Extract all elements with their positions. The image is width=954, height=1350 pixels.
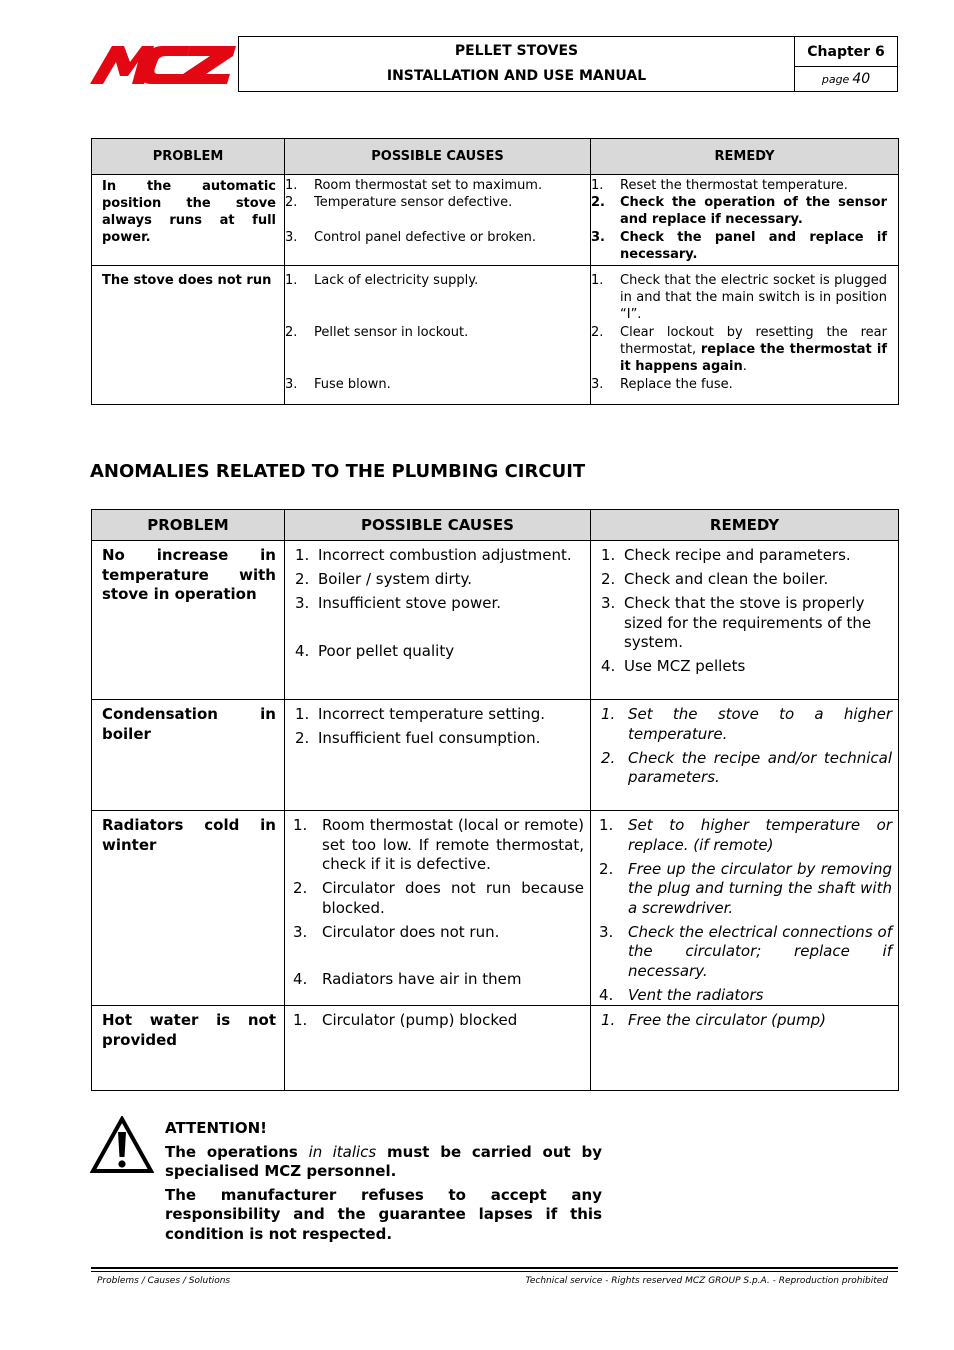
table-row	[92, 1006, 899, 1091]
column-header: REMEDY	[591, 510, 899, 541]
footer-section-name: Problems / Causes / Solutions	[97, 1276, 231, 1286]
title-line2: INSTALLATION AND USE MANUAL	[386, 68, 647, 84]
cause-item: Temperature sensor defective.	[314, 195, 513, 210]
remedy-cell: 1. Reset the thermostat temperature. 2. Check the operation of the sensor and replace if necessary. 3. Check the panel and replace if necessary.	[591, 175, 899, 266]
column-header: PROBLEM	[92, 139, 285, 175]
causes-cell: 1. Room thermostat set to maximum. 2. Temperature sensor defective. 3. Control panel defective or broken.	[285, 175, 591, 266]
remedy-item: Check that the electric socket is plugged in and that the main switch is in position “I”.	[620, 273, 887, 322]
remedy-cell: 1. Free the circulator (pump)	[591, 1006, 899, 1091]
footer-divider	[91, 1271, 898, 1272]
table-row	[92, 700, 899, 811]
problem-cell: Condensation in boiler	[92, 700, 285, 811]
stove-problems-table	[91, 138, 899, 405]
causes-cell: 1. Lack of electricity supply. 2. Pellet sensor in lockout. 3. Fuse blown.	[285, 266, 591, 405]
cause-item: Lack of electricity supply.	[314, 273, 479, 288]
cause-item: Pellet sensor in lockout.	[314, 325, 469, 340]
cause-item: Room thermostat (local or remote) set too low. If remote thermostat, check if it is defective.	[322, 816, 584, 873]
remedy-item: Check recipe and parameters.	[624, 546, 851, 564]
causes-cell: 1. Circulator (pump) blocked	[285, 1006, 591, 1091]
remedy-item: Check the recipe and/or technical parameters.	[628, 748, 892, 786]
remedy-item	[620, 324, 887, 375]
cause-item: Circulator (pump) blocked	[322, 1011, 518, 1029]
remedy-item: Vent the radiators	[628, 985, 764, 1004]
cause-item: Insufficient stove power.	[318, 594, 502, 612]
remedy-item: Check that the stove is properly sized for the requirements of the system.	[624, 594, 872, 651]
attention-note	[165, 1119, 602, 1248]
remedy-item: Use MCZ pellets	[624, 657, 746, 675]
attention-italic-text: in italics	[308, 1142, 377, 1161]
problem-cell: The stove does not run	[92, 266, 285, 405]
header-box	[238, 36, 898, 92]
cause-item: Boiler / system dirty.	[318, 570, 473, 588]
cause-item: Circulator does not run because blocked.	[322, 879, 584, 917]
problem-cell: Hot water is not provided	[92, 1006, 285, 1091]
remedy-cell: 1. Set to higher temperature or replace. (if remote) 2. Free up the circulator by removing the plug and turning the shaft with a screwdriver. 3. Check the electrical connections of the circulator; replace if necessary. 4. Vent the radiators	[591, 811, 899, 1006]
warning-icon	[90, 1116, 154, 1174]
attention-line2: The manufacturer refuses to accept any responsibility and the guarantee lapses if this condition is not respected.	[165, 1185, 602, 1243]
table-row	[92, 266, 899, 405]
page-indicator	[795, 67, 897, 91]
remedy-item: Check and clean the boiler.	[624, 570, 829, 588]
cause-item: Incorrect combustion adjustment.	[318, 546, 572, 564]
causes-cell: 1. Room thermostat (local or remote) set too low. If remote thermostat, check if it is defective. 2. Circulator does not run because blocked. 3. Circulator does not run. 4. Radiators have air in them	[285, 811, 591, 1006]
remedy-item: Set the stove to a higher temperature.	[628, 705, 892, 743]
problem-cell: Radiators cold in winter	[92, 811, 285, 1006]
remedy-cell: 1. Check recipe and parameters. 2. Check and clean the boiler. 3. Check that the stove is properly sized for the requirements of the system. 4. Use MCZ pellets	[591, 541, 899, 700]
problem-cell: In the automatic position the stove always runs at full power.	[92, 175, 285, 266]
remedy-text-end: .	[742, 359, 747, 374]
remedy-bold-text: replace the thermostat if it happens again	[620, 342, 887, 374]
cause-item: Poor pellet quality	[318, 641, 455, 660]
cause-item: Circulator does not run.	[322, 922, 500, 941]
attention-line1	[165, 1143, 602, 1182]
cause-item: Room thermostat set to maximum.	[314, 178, 543, 193]
attention-text: must be carried out by specialised MCZ personnel.	[165, 1142, 602, 1180]
manual-title	[239, 37, 795, 91]
column-header: REMEDY	[591, 139, 899, 175]
remedy-item: Set to higher temperature or replace. (if remote)	[628, 816, 892, 854]
remedy-item: Check the electrical connections of the circulator; replace if necessary.	[628, 922, 892, 980]
table-header-row	[92, 139, 899, 175]
remedy-item: Replace the fuse.	[620, 377, 733, 392]
column-header: PROBLEM	[92, 510, 285, 541]
mcz-logo	[90, 40, 236, 90]
column-header: POSSIBLE CAUSES	[285, 510, 591, 541]
remedy-item: Reset the thermostat temperature.	[620, 178, 848, 193]
cause-item: Incorrect temperature setting.	[318, 705, 546, 723]
cause-item: Control panel defective or broken.	[314, 230, 536, 245]
chapter-label: Chapter 6	[795, 37, 897, 67]
remedy-item: Check the operation of the sensor and replace if necessary.	[620, 195, 887, 227]
table-row	[92, 541, 899, 700]
table-row	[92, 811, 899, 1006]
footer-divider	[91, 1267, 898, 1269]
attention-title: ATTENTION!	[165, 1119, 268, 1137]
causes-cell: 1. Incorrect temperature setting. 2. Insufficient fuel consumption.	[285, 700, 591, 811]
remedy-item: Free up the circulator by removing the plug and turning the shaft with a screwdriver.	[628, 859, 892, 917]
remedy-text: Clear lockout by resetting the rear thermostat,	[620, 325, 887, 357]
column-header: POSSIBLE CAUSES	[285, 139, 591, 175]
page-number: 40	[852, 71, 871, 87]
remedy-item: Free the circulator (pump)	[628, 1011, 826, 1029]
remedy-cell: 1. Check that the electric socket is plugged in and that the main switch is in position “I”. 2. Clear lockout by resetting the rear thermostat, replace the thermostat if it happens again. 3. Replace the fuse.	[591, 266, 899, 405]
title-line1: PELLET STOVES	[454, 43, 579, 59]
table-row	[92, 175, 899, 266]
page-label: page	[821, 72, 850, 86]
remedy-cell: 1. Set the stove to a higher temperature. 2. Check the recipe and/or technical parameters.	[591, 700, 899, 811]
remedy-item: Check the panel and replace if necessary.	[620, 230, 887, 262]
cause-item: Radiators have air in them	[322, 970, 522, 988]
problem-cell: No increase in temperature with stove in operation	[92, 541, 285, 700]
table-header-row	[92, 510, 899, 541]
causes-cell: 1. Incorrect combustion adjustment. 2. Boiler / system dirty. 3. Insufficient stove power. 4. Poor pellet quality	[285, 541, 591, 700]
attention-text: The operations	[165, 1142, 298, 1161]
footer-rights: Technical service - Rights reserved MCZ GROUP S.p.A. - Reproduction prohibited	[525, 1276, 888, 1286]
plumbing-problems-table	[91, 509, 899, 1091]
cause-item: Insufficient fuel consumption.	[318, 729, 541, 747]
cause-item: Fuse blown.	[314, 377, 391, 392]
section-title: ANOMALIES RELATED TO THE PLUMBING CIRCUIT	[90, 461, 586, 482]
